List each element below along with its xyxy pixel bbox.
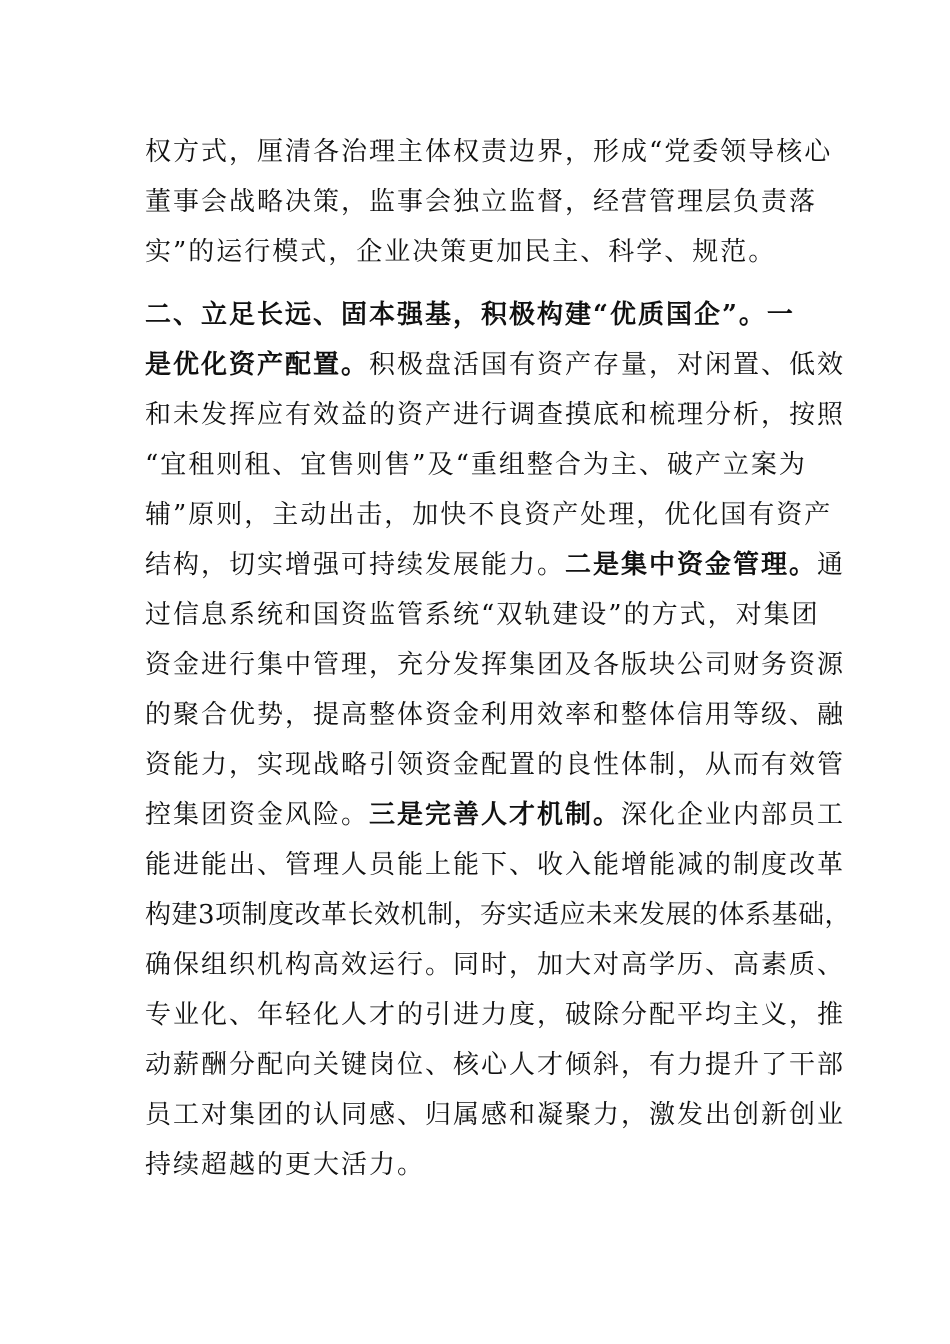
text-line bbox=[145, 795, 846, 835]
section-heading-line bbox=[145, 295, 825, 335]
text-run: 实”的运行模式，企业决策更加民主、科学、规范。 bbox=[145, 237, 777, 267]
text-line bbox=[145, 595, 825, 635]
text-line bbox=[145, 1045, 846, 1085]
text-line bbox=[145, 1145, 825, 1185]
text-run: 和未发挥应有效益的资产进行调查摸底和梳理分析，按照 bbox=[145, 400, 846, 430]
text-run: 持续超越的更大活力。 bbox=[145, 1150, 426, 1180]
text-run: 过信息系统和国资监管系统“双轨建设”的方式，对集团 bbox=[145, 600, 820, 630]
text-run: 动薪酬分配向关键岗位、核心人才倾斜，有力提升了干部 bbox=[145, 1050, 846, 1080]
text-line bbox=[145, 845, 846, 885]
text-run: 资金进行集中管理，充分发挥集团及各版块公司财务资源 bbox=[145, 650, 846, 680]
text-run: 能进能出、管理人员能上能下、收入能增能减的制度改革 bbox=[145, 850, 846, 880]
text-run: “宜租则租、宜售则售”及“重组整合为主、破产立案为 bbox=[145, 450, 807, 480]
text-run: 资能力，实现战略引领资金配置的良性体制，从而有效管 bbox=[145, 750, 846, 780]
text-line bbox=[145, 1095, 846, 1135]
text-line bbox=[145, 495, 833, 535]
text-line bbox=[145, 445, 825, 485]
text-line bbox=[145, 695, 846, 735]
text-line bbox=[145, 132, 833, 172]
text-line bbox=[145, 745, 846, 785]
text-line bbox=[145, 395, 846, 435]
text-line bbox=[145, 232, 825, 272]
text-run: 控集团资金风险。 bbox=[145, 800, 370, 830]
subheading-centralize-funds: 二是集中资金管理。 bbox=[565, 550, 818, 580]
text-line bbox=[145, 345, 846, 385]
subheading-optimize-assets: 是优化资产配置。 bbox=[145, 350, 370, 380]
text-run: 权方式，厘清各治理主体权责边界，形成“党委领导核心 bbox=[145, 137, 833, 167]
text-run: 员工对集团的认同感、归属感和凝聚力，激发出创新创业 bbox=[145, 1100, 846, 1130]
text-line bbox=[145, 945, 846, 985]
text-line bbox=[145, 645, 846, 685]
text-line bbox=[145, 995, 846, 1035]
text-line bbox=[145, 545, 846, 585]
text-run: 通 bbox=[817, 550, 846, 580]
text-run: 的聚合优势，提高整体资金利用效率和整体信用等级、融 bbox=[145, 700, 846, 730]
text-run: 积极盘活国有资产存量，对闲置、低效 bbox=[369, 350, 846, 380]
subheading-talent-mechanism: 三是完善人才机制。 bbox=[369, 800, 622, 830]
text-run: 专业化、年轻化人才的引进力度，破除分配平均主义，推 bbox=[145, 1000, 846, 1030]
text-run: 董事会战略决策，监事会独立监督，经营管理层负责落 bbox=[145, 187, 818, 217]
text-run: 辅”原则，主动出击，加快不良资产处理，优化国有资产 bbox=[145, 500, 833, 530]
text-run: 构建3项制度改革长效机制，夯实适应未来发展的体系基础， bbox=[145, 900, 852, 930]
text-run: 结构，切实增强可持续发展能力。 bbox=[145, 550, 566, 580]
text-line bbox=[145, 895, 852, 935]
text-run: 深化企业内部员工 bbox=[621, 800, 846, 830]
section-heading: 二、立足长远、固本强基，积极构建“优质国企”。一 bbox=[145, 300, 795, 330]
text-run: 确保组织机构高效运行。同时，加大对高学历、高素质、 bbox=[145, 950, 846, 980]
text-line bbox=[145, 182, 825, 222]
